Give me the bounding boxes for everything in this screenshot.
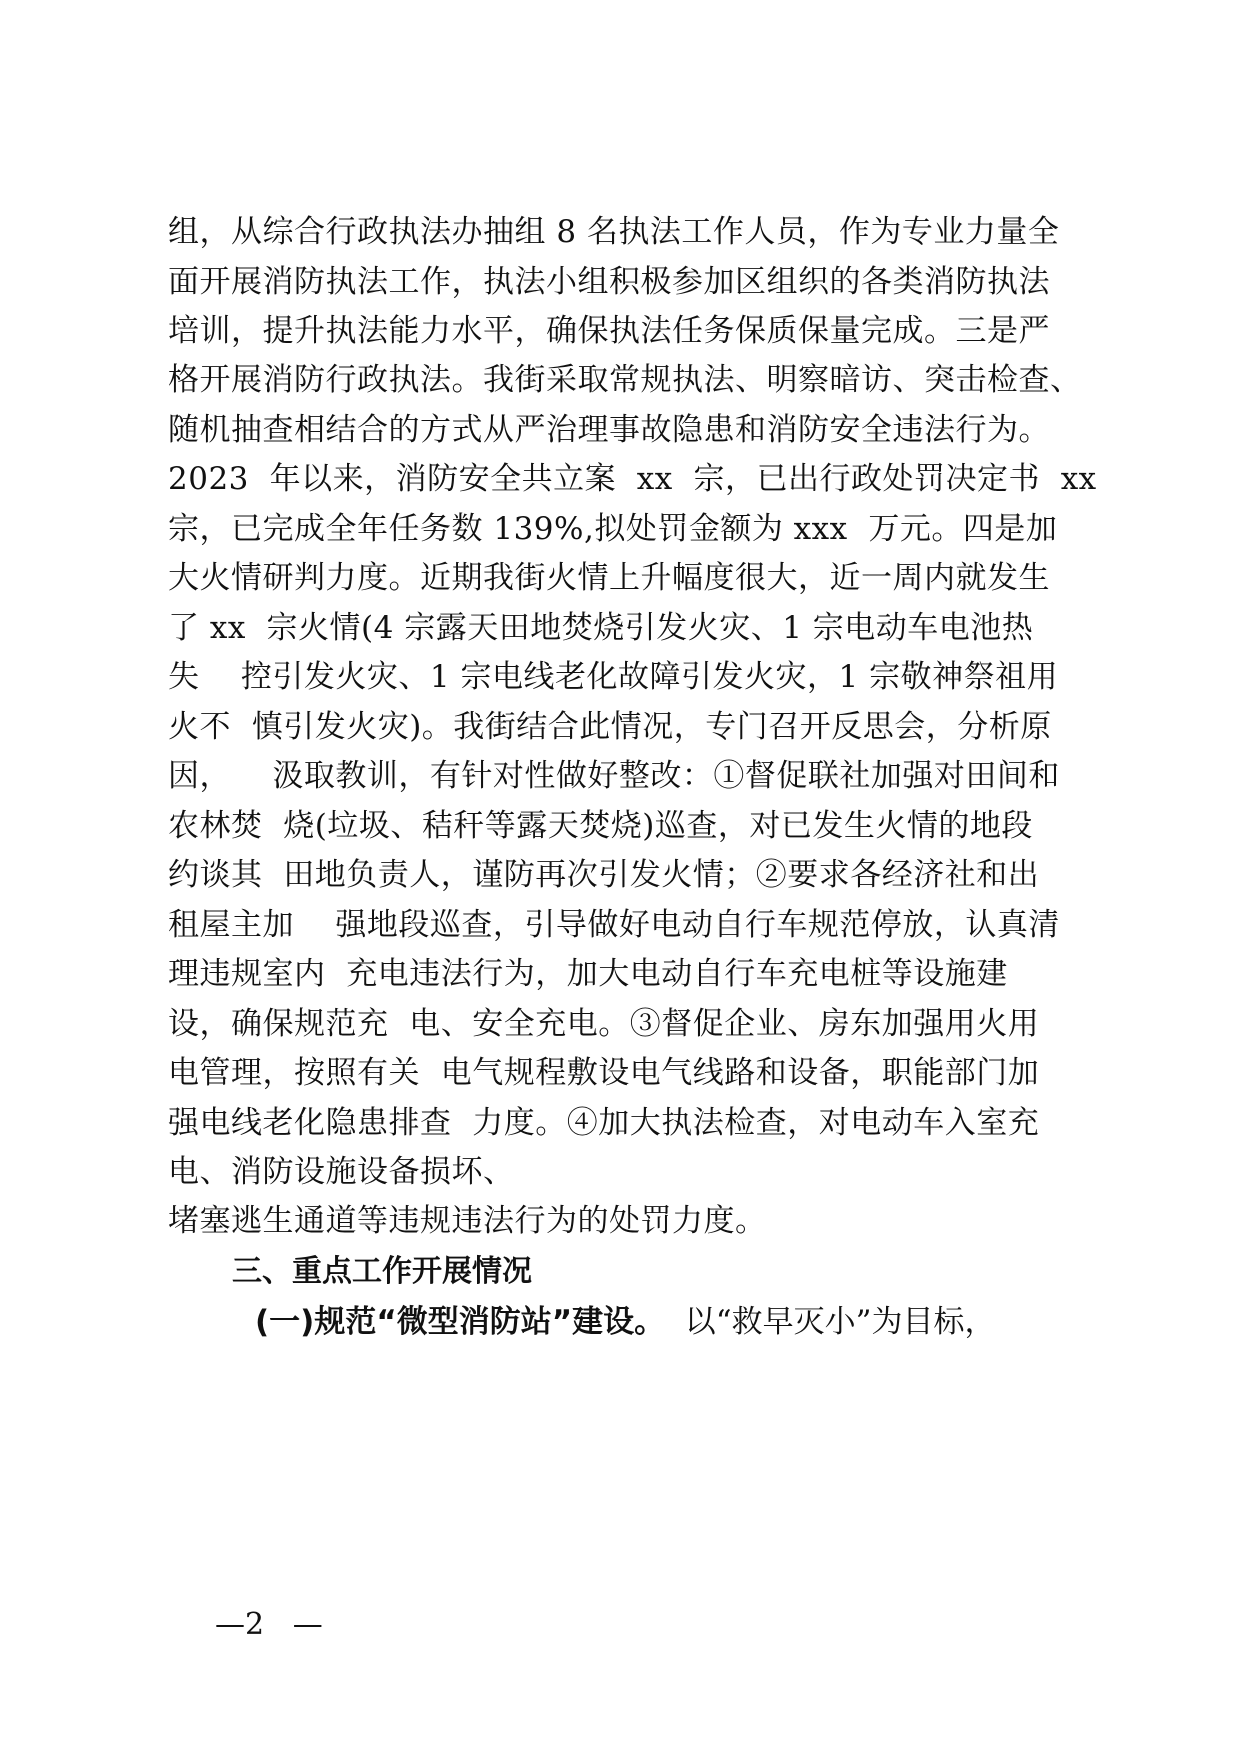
subsection-text: 以“救早灭小”为目标， [665, 1304, 996, 1340]
section-heading: 三、重点工作开展情况 [232, 1254, 532, 1289]
body-line: 约谈其 田地负责人，谨防再次引发火情；②要求各经济社和出 [168, 857, 1040, 893]
body-line: 培训，提升执法能力水平，确保执法任务保质保量完成。三是严 [168, 313, 1050, 349]
body-line: 大火情研判力度。近期我街火情上升幅度很大，近一周内就发生 [168, 560, 1050, 596]
body-line: 面开展消防执法工作，执法小组积极参加区组织的各类消防执法 [168, 264, 1050, 300]
body-line: 堵塞逃生通道等违规违法行为的处罚力度。 [168, 1203, 767, 1239]
body-line: 组，从综合行政执法办抽组 8 名执法工作人员，作为专业力量全 [168, 214, 1060, 250]
body-line: 电、消防设施设备损坏、 [168, 1154, 515, 1190]
body-line: 失 控引发火灾、1 宗电线老化故障引发火灾，1 宗敬神祭祖用 [168, 659, 1059, 695]
subsection-label: (一)规范“微型消防站”建设。 [255, 1304, 666, 1340]
subsection-paragraph [255, 1302, 996, 1342]
body-line: 理违规室内 充电违法行为，加大电动自行车充电桩等设施建 [168, 956, 1008, 992]
body-line: 电管理，按照有关 电气规程敷设电气线路和设备，职能部门加 [168, 1055, 1040, 1091]
body-line: 随机抽查相结合的方式从严治理事故隐患和消防安全违法行为。 [168, 412, 1050, 448]
body-line: 宗，已完成全年任务数 139%,拟处罚金额为 xxx 万元。四是加 [168, 511, 1058, 547]
body-line: 2023 年以来，消防安全共立案 xx 宗，已出行政处罚决定书 xx [168, 461, 1097, 497]
body-line: 格开展消防行政执法。我街采取常规执法、明察暗访、突击检查、 [168, 362, 1082, 398]
body-line: 农林焚 烧(垃圾、秸秆等露天焚烧)巡查，对已发生火情的地段 [168, 808, 1033, 844]
page-number: —2 — [215, 1607, 323, 1642]
body-line: 租屋主加 强地段巡查，引导做好电动自行车规范停放，认真清 [168, 907, 1060, 943]
body-line: 设，确保规范充 电、安全充电。③督促企业、房东加强用火用 [168, 1006, 1040, 1042]
body-line: 因， 汲取教训，有针对性做好整改：①督促联社加强对田间和 [168, 758, 1060, 794]
body-line: 火不 慎引发火灾)。我街结合此情况，专门召开反思会，分析原 [168, 709, 1052, 745]
body-line: 了 xx 宗火情(4 宗露天田地焚烧引发火灾、1 宗电动车电池热 [168, 610, 1034, 646]
body-line: 强电线老化隐患排查 力度。④加大执法检查，对电动车入室充 [168, 1105, 1040, 1141]
